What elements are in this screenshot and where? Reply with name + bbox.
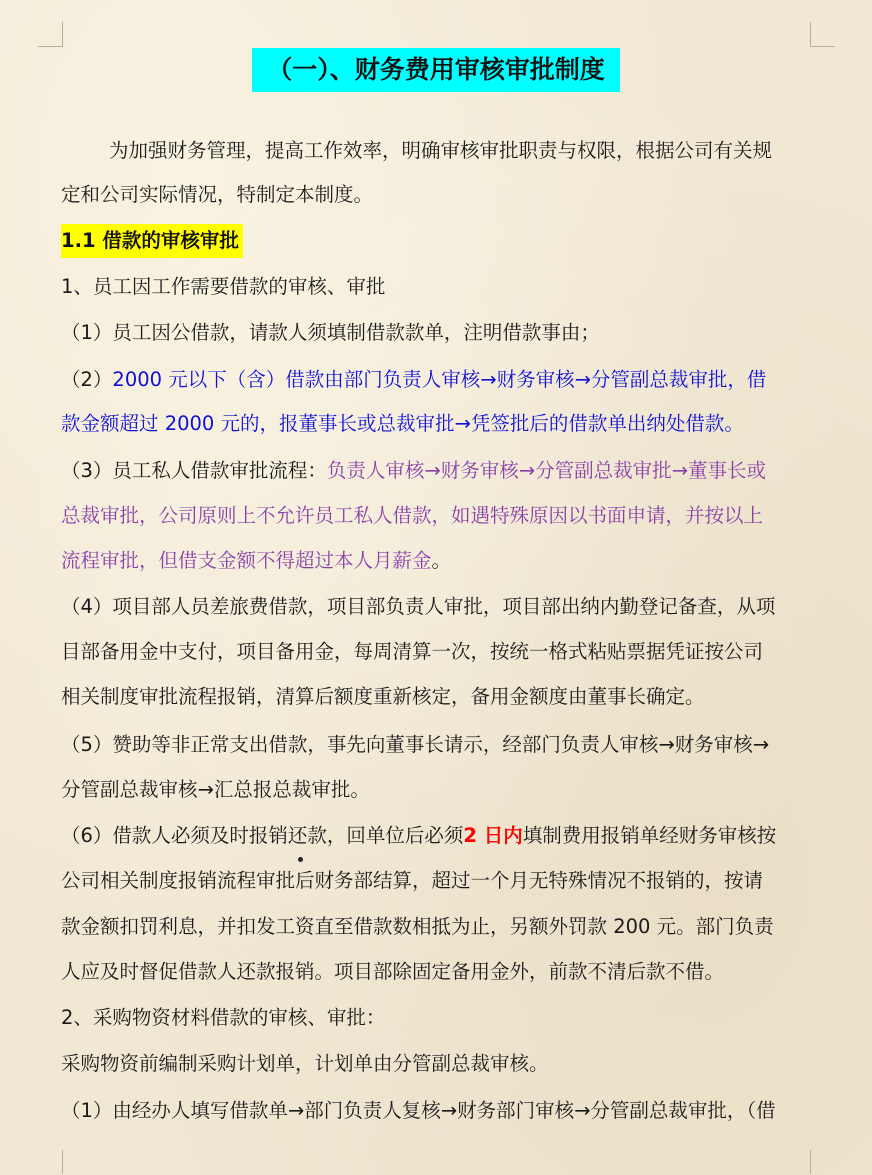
paragraph-7-line-1: （1）由经办人填写借款单→部门负责人复核→财务部门审核→分管副总裁审批，（借	[61, 1099, 776, 1122]
paragraph-5-line-1: （5）赞助等非正常支出借款，事先向董事长请示，经部门负责人审核→财务审核→	[61, 733, 770, 756]
paragraph-1: （1）员工因公借款，请款人须填制借款款单，注明借款事由；	[61, 321, 600, 344]
paragraph-6-line-2: 公司相关制度报销流程审批后财务部结算，超过一个月无特殊情况不报销的，按请	[61, 869, 764, 892]
item-2-heading: 2、采购物资材料借款的审核、审批：	[61, 1006, 386, 1029]
item-1-heading: 1、员工因工作需要借款的审核、审批	[61, 275, 386, 298]
paragraph-2-line-1	[61, 365, 766, 395]
ink-speck	[298, 857, 303, 862]
paragraph-4-line-3: 相关制度审批流程报销，清算后额度重新核定，备用金额度由董事长确定。	[61, 685, 705, 708]
paragraph-3-prefix: （3）员工私人借款审批流程：	[61, 459, 327, 482]
section-heading-1-1: 1.1 借款的审核审批	[61, 224, 243, 258]
paragraph-6-text-pre: （6）借款人必须及时报销还款，回单位后必须	[61, 824, 464, 847]
page-corner-mark-top-left	[38, 22, 63, 47]
paragraph-3-end: 。	[431, 549, 452, 572]
page-corner-mark-bottom-right	[810, 1150, 835, 1174]
document-title: （一）、财务费用审核审批制度	[252, 48, 620, 92]
intro-line-1: 为加强财务管理，提高工作效率，明确审核审批职责与权限，根据公司有关规	[109, 139, 773, 162]
paragraph-2-line-2: 款金额超过 2000 元的，报董事长或总裁审批→凭签批后的借款单出纳处借款。	[61, 412, 744, 435]
page-corner-mark-top-right	[810, 22, 835, 47]
paragraph-2-prefix: （2）	[61, 368, 113, 391]
paragraph-6-line-3: 款金额扣罚利息，并扣发工资直至借款数相抵为止，另额外罚款 200 元。部门负责	[61, 915, 774, 938]
paragraph-6-text-post: 填制费用报销单经财务审核按	[522, 824, 777, 847]
paragraph-3-purple-text-3: 流程审批，但借支金额不得超过本人月薪金	[61, 549, 432, 572]
paragraph-3-purple-text-1: 负责人审核→财务审核→分管副总裁审批→董事长或	[326, 459, 766, 482]
paragraph-6-deadline-highlight: 2 日内	[463, 824, 523, 847]
page-corner-mark-bottom-left	[38, 1150, 63, 1174]
paragraph-3-line-1	[61, 456, 766, 486]
paragraph-6-line-4: 人应及时督促借款人还款报销。项目部除固定备用金外，前款不清后款不借。	[61, 960, 725, 983]
paragraph-4-line-2: 目部备用金中支付，项目备用金，每周清算一次，按统一格式粘贴票据凭证按公司	[61, 640, 764, 663]
paragraph-2-blue-text-1: 2000 元以下（含）借款由部门负责人审核→财务审核→分管副总裁审批，借	[112, 368, 767, 391]
item-2-description: 采购物资前编制采购计划单，计划单由分管副总裁审核。	[61, 1052, 549, 1075]
paragraph-3-line-2: 总裁审批，公司原则上不允许员工私人借款，如遇特殊原因以书面申请，并按以上	[61, 504, 764, 527]
paragraph-4-line-1: （4）项目部人员差旅费借款，项目部负责人审批，项目部出纳内勤登记备查，从项	[61, 595, 776, 618]
paragraph-5-line-2: 分管副总裁审核→汇总报总裁审批。	[61, 778, 370, 801]
paragraph-6-line-1	[61, 821, 776, 851]
intro-line-2: 定和公司实际情况，特制定本制度。	[61, 183, 374, 206]
paragraph-3-line-3	[61, 546, 451, 576]
